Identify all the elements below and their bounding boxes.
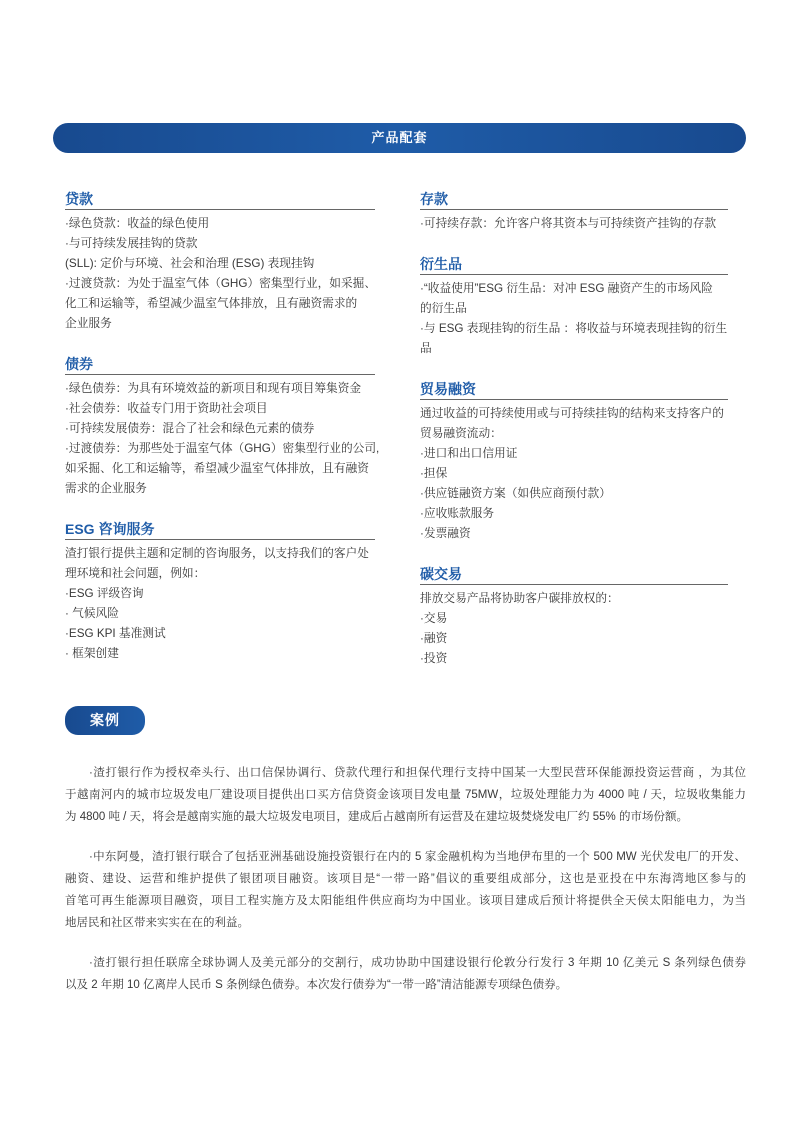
case-paragraph-line: 以及 2 年期 10 亿离岸人民币 S 条例绿色债券。本次发行债券为“一带一路”清洁能源专项绿色债券。 <box>65 979 568 991</box>
section-list <box>420 214 728 234</box>
section-list <box>420 589 728 669</box>
case-paragraph-line: ·渣打银行担任联席全球协调人及美元部分的交割行，成功协助中国建设银行伦敦分行发行 3 年期 10 亿美元 S 条列绿色债券 <box>89 957 746 969</box>
list-item: · 气候风险 <box>65 607 119 620</box>
list-item: 需求的企业服务 <box>65 482 147 495</box>
list-item: ·交易 <box>420 612 448 625</box>
list-item: ·与可持续发展挂钩的贷款 <box>65 237 198 250</box>
case-paragraph-line: 地居民和社区带来实实在在的利益。 <box>65 917 249 929</box>
list-item: ·担保 <box>420 467 448 480</box>
list-item: ·投资 <box>420 652 448 665</box>
section-heading: ESG 咨询服务 <box>65 519 375 540</box>
list-item: ·可持续发展债券：混合了社会和绿色元素的债券 <box>65 422 315 435</box>
list-item: 企业服务 <box>65 317 112 330</box>
list-item: · 框架创建 <box>65 647 119 660</box>
section-list <box>420 279 728 359</box>
list-item: 化工和运输等，希望减少温室气体排放，且有融资需求的 <box>65 297 358 310</box>
banner-title: 产品配套 <box>371 130 428 145</box>
list-item: ·“收益使用”ESG 衍生品：对冲 ESG 融资产生的市场风险 <box>420 282 713 295</box>
section-heading: 衍生品 <box>420 254 728 275</box>
list-item: ·过渡债券：为那些处于温室气体（GHG）密集型行业的公司, <box>65 442 380 455</box>
list-item: ·应收账款服务 <box>420 507 495 520</box>
list-item: ·过渡贷款：为处于温室气体（GHG）密集型行业，如采掘、 <box>65 277 377 290</box>
list-item: ·融资 <box>420 632 448 645</box>
list-item: 理环境和社会问题，例如： <box>65 567 206 580</box>
list-item: ·与 ESG 表现挂钩的衍生品 ：将收益与环境表现挂钩的衍生 <box>420 322 728 335</box>
section-trade-finance <box>420 379 728 544</box>
list-item: 贸易融资流动： <box>420 427 502 440</box>
case-paragraph <box>65 846 746 934</box>
section-heading: 贸易融资 <box>420 379 728 400</box>
list-item: 的衍生品 <box>420 302 467 315</box>
section-list <box>65 544 375 664</box>
list-item: (SLL): 定价与环境、社会和治理 (ESG) 表现挂钩 <box>65 257 315 270</box>
left-column <box>65 189 380 684</box>
case-section-title: 案例 <box>90 712 120 728</box>
case-paragraph-line: 为 4800 吨 / 天，将会是越南实施的最大垃圾发电项目，建成后占越南所有运营及在建垃圾焚烧发电厂约 55% 的市场份额。 <box>65 811 688 823</box>
list-item: ·发票融资 <box>420 527 471 540</box>
section-heading: 债券 <box>65 354 375 375</box>
section-deposits <box>420 189 728 234</box>
section-heading: 贷款 <box>65 189 375 210</box>
list-item: 通过收益的可持续使用或与可持续挂钩的结构来支持客户的 <box>420 407 724 420</box>
case-paragraph-line: ·渣打银行作为授权牵头行、出口信保协调行、贷款代理行和担保代理行支持中国某一大型民营环保能源投资运营商 ，为其位 <box>89 767 746 779</box>
list-item: ·进口和出口信用证 <box>420 447 518 460</box>
list-item: ·ESG 评级咨询 <box>65 587 144 600</box>
list-item: 排放交易产品将协助客户碳排放权的： <box>420 592 619 605</box>
product-banner <box>53 123 746 153</box>
list-item: ·社会债券：收益专门用于资助社会项目 <box>65 402 268 415</box>
list-item: ·可持续存款：允许客户将其资本与可持续资产挂钩的存款 <box>420 217 717 230</box>
section-list <box>420 404 728 544</box>
list-item: ·绿色债券：为具有环境效益的新项目和现有项目筹集资金 <box>65 382 362 395</box>
list-item: ·ESG KPI 基准测试 <box>65 627 166 640</box>
case-paragraph-line: ·中东阿曼，渣打银行联合了包括亚洲基础设施投资银行在内的 5 家金融机构为当地伊布里的一个 500 MW 光伏发电厂的开发、 <box>89 851 746 863</box>
list-item: 渣打银行提供主题和定制的咨询服务，以支持我们的客户处 <box>65 547 369 560</box>
section-heading: 存款 <box>420 189 728 210</box>
section-derivatives <box>420 254 728 359</box>
section-list <box>65 379 380 499</box>
list-item: 如采掘、化工和运输等，希望减少温室气体排放，且有融资 <box>65 462 369 475</box>
list-item: ·供应链融资方案（如供应商预付款） <box>420 487 611 500</box>
section-heading: 碳交易 <box>420 564 728 585</box>
section-loans <box>65 189 375 334</box>
section-carbon-trading <box>420 564 728 669</box>
case-paragraph-line: 于越南河内的城市垃圾发电厂建设项目提供出口买方信贷资金该项目发电量 75MW，垃圾处理能力为 4000 吨 / 天，垃圾收集能力 <box>65 789 746 801</box>
section-esg-advisory <box>65 519 375 664</box>
case-section-tab <box>65 706 145 735</box>
case-paragraph <box>65 952 746 996</box>
section-list <box>65 214 375 334</box>
case-paragraph <box>65 762 746 828</box>
list-item: 品 <box>420 342 432 355</box>
section-bonds <box>65 354 380 499</box>
case-body <box>65 762 746 1014</box>
right-column <box>420 189 728 689</box>
case-paragraph-line: 融资、建设、运营和维护提供了银团项目融资。该项目是“一带一路”倡议的重要组成部分，这也是亚投在中东海湾地区参与的 <box>65 873 746 885</box>
case-paragraph-line: 首笔可再生能源项目融资，项目工程实施方及太阳能组件供应商均为中国业。该项目建成后预计将提供全天侯太阳能电力，为当 <box>65 895 746 907</box>
list-item: ·绿色贷款：收益的绿色使用 <box>65 217 210 230</box>
